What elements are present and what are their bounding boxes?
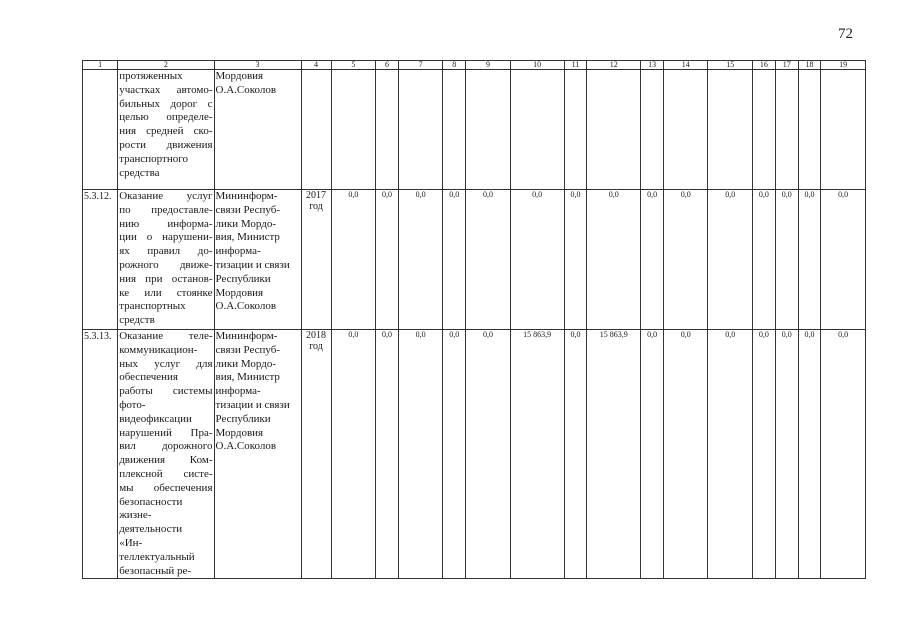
funding-value — [798, 70, 821, 190]
column-header: 3 — [214, 61, 301, 70]
funding-value: 0,0 — [564, 330, 587, 579]
executor-line: О.А.Соколов — [215, 300, 277, 313]
funding-value: 0,0 — [466, 330, 511, 579]
funding-value: 0,0 — [443, 190, 466, 330]
column-header: 1 — [83, 61, 118, 70]
row-number: 5.3.13. — [83, 330, 118, 579]
executor-line: О.А.Соколов — [215, 83, 277, 96]
executor-line: Мордовия — [215, 286, 264, 299]
funding-value: 0,0 — [398, 190, 443, 330]
description-line: участках автомо- — [119, 83, 213, 96]
description-line: Оказание теле- — [119, 330, 213, 342]
executor-line: О.А.Соколов — [215, 440, 277, 453]
funding-value: 0,0 — [331, 190, 376, 330]
description-line: «Ин- — [119, 536, 143, 549]
responsible-executor — [214, 330, 301, 579]
description-line: рожного движе- — [119, 258, 213, 271]
funding-value — [564, 70, 587, 190]
executor-line: вия, Министр — [215, 371, 280, 384]
funding-value: 15 863,9 — [587, 330, 641, 579]
description-line: видеофиксации — [119, 412, 192, 425]
funding-value: 0,0 — [443, 330, 466, 579]
funding-value: 15 863,9 — [510, 330, 564, 579]
funding-value — [510, 70, 564, 190]
description-line: по предоставле- — [119, 203, 213, 216]
funding-value: 0,0 — [798, 330, 821, 579]
description-line: теллектуальный — [119, 550, 195, 563]
description-line: транспортных — [119, 300, 186, 313]
description-line: ния при останов- — [119, 272, 213, 285]
description-line: ных услуг для — [119, 357, 213, 370]
executor-line: тизации и связи — [215, 258, 290, 271]
description-line: средства — [119, 166, 160, 179]
funding-value: 0,0 — [775, 190, 798, 330]
funding-value — [587, 70, 641, 190]
funding-value — [466, 70, 511, 190]
funding-value: 0,0 — [821, 330, 866, 579]
executor-line: информа- — [215, 385, 261, 398]
funding-value — [443, 70, 466, 190]
executor-line: тизации и связи — [215, 398, 290, 411]
executor-line: информа- — [215, 245, 261, 258]
description-line: безопасный ре- — [119, 564, 192, 577]
page-number: 72 — [838, 26, 853, 42]
funding-value: 0,0 — [564, 190, 587, 330]
funding-value — [331, 70, 376, 190]
funding-value — [641, 70, 664, 190]
funding-value: 0,0 — [641, 330, 664, 579]
implementation-year: 2017 год — [301, 190, 331, 330]
executor-line: лики Мордо- — [215, 217, 276, 230]
executor-line: Республики — [215, 272, 271, 285]
description-line: бильных дорог с — [119, 97, 213, 110]
responsible-executor — [214, 70, 301, 190]
column-header: 6 — [376, 61, 399, 70]
executor-line: Мордовия — [215, 426, 264, 439]
description-line: работы системы — [119, 385, 213, 398]
row-number — [83, 70, 118, 190]
activity-description — [118, 70, 214, 190]
funding-value: 0,0 — [708, 190, 753, 330]
funding-value: 0,0 — [775, 330, 798, 579]
responsible-executor — [214, 190, 301, 330]
column-header: 16 — [753, 61, 776, 70]
funding-value: 0,0 — [331, 330, 376, 579]
description-line: ке или стоянке — [119, 286, 213, 299]
column-header: 17 — [775, 61, 798, 70]
funding-value: 0,0 — [708, 330, 753, 579]
column-header: 8 — [443, 61, 466, 70]
column-header: 2 — [118, 61, 214, 70]
description-line: нарушений Пра- — [119, 426, 213, 439]
description-line: мы обеспечения — [119, 481, 213, 494]
funding-value: 0,0 — [663, 330, 708, 579]
description-line: целью определе- — [119, 111, 213, 124]
activity-description — [118, 330, 214, 579]
description-line: ции о нарушени- — [119, 231, 213, 244]
funding-value: 0,0 — [376, 190, 399, 330]
table-row — [83, 70, 866, 190]
funding-value — [376, 70, 399, 190]
executor-line: вия, Министр — [215, 231, 280, 244]
table-row — [83, 190, 866, 330]
column-header: 11 — [564, 61, 587, 70]
column-header: 5 — [331, 61, 376, 70]
funding-value: 0,0 — [376, 330, 399, 579]
description-line: Оказание услуг — [119, 190, 213, 202]
table-row — [83, 330, 866, 579]
column-header: 14 — [663, 61, 708, 70]
funding-value: 0,0 — [398, 330, 443, 579]
column-header: 13 — [641, 61, 664, 70]
description-line: вил дорожного — [119, 440, 213, 453]
description-line: фото- — [119, 398, 146, 411]
description-line: обеспечения — [119, 371, 178, 384]
funding-value: 0,0 — [798, 190, 821, 330]
funding-value: 0,0 — [510, 190, 564, 330]
executor-line: Мининформ- — [215, 330, 278, 342]
funding-value — [775, 70, 798, 190]
column-header: 9 — [466, 61, 511, 70]
funding-value: 0,0 — [587, 190, 641, 330]
description-line: деятельности — [119, 523, 183, 536]
funding-value — [398, 70, 443, 190]
description-line: движения Ком- — [119, 454, 213, 467]
column-number-header-row — [83, 61, 866, 70]
funding-value: 0,0 — [466, 190, 511, 330]
funding-value — [821, 70, 866, 190]
funding-value: 0,0 — [821, 190, 866, 330]
executor-line: Мордовия — [215, 70, 264, 82]
description-line: транспортного — [119, 152, 188, 165]
description-line: ях правил до- — [119, 245, 213, 258]
description-line: протяженных — [119, 70, 183, 82]
executor-line: Мининформ- — [215, 190, 278, 202]
executor-line: Республики — [215, 412, 271, 425]
column-header: 19 — [821, 61, 866, 70]
budget-table — [82, 60, 866, 579]
description-line: жизне- — [119, 509, 152, 522]
column-header: 10 — [510, 61, 564, 70]
description-line: рости движения — [119, 138, 213, 151]
funding-value — [708, 70, 753, 190]
row-number: 5.3.12. — [83, 190, 118, 330]
column-header: 4 — [301, 61, 331, 70]
funding-value: 0,0 — [753, 330, 776, 579]
description-line: средств — [119, 314, 155, 327]
executor-line: лики Мордо- — [215, 357, 276, 370]
description-line: ния средней ско- — [119, 125, 213, 138]
column-header: 12 — [587, 61, 641, 70]
column-header: 7 — [398, 61, 443, 70]
implementation-year: 2018 год — [301, 330, 331, 579]
funding-value: 0,0 — [641, 190, 664, 330]
funding-value: 0,0 — [753, 190, 776, 330]
description-line: плексной систе- — [119, 467, 213, 480]
executor-line: связи Респуб- — [215, 343, 281, 356]
funding-value: 0,0 — [663, 190, 708, 330]
column-header: 18 — [798, 61, 821, 70]
executor-line: связи Респуб- — [215, 203, 281, 216]
description-line: безопасности — [119, 495, 183, 508]
activity-description — [118, 190, 214, 330]
implementation-year — [301, 70, 331, 190]
funding-value — [753, 70, 776, 190]
description-line: нию информа- — [119, 217, 213, 230]
column-header: 15 — [708, 61, 753, 70]
funding-value — [663, 70, 708, 190]
description-line: коммуникацион- — [119, 343, 198, 356]
